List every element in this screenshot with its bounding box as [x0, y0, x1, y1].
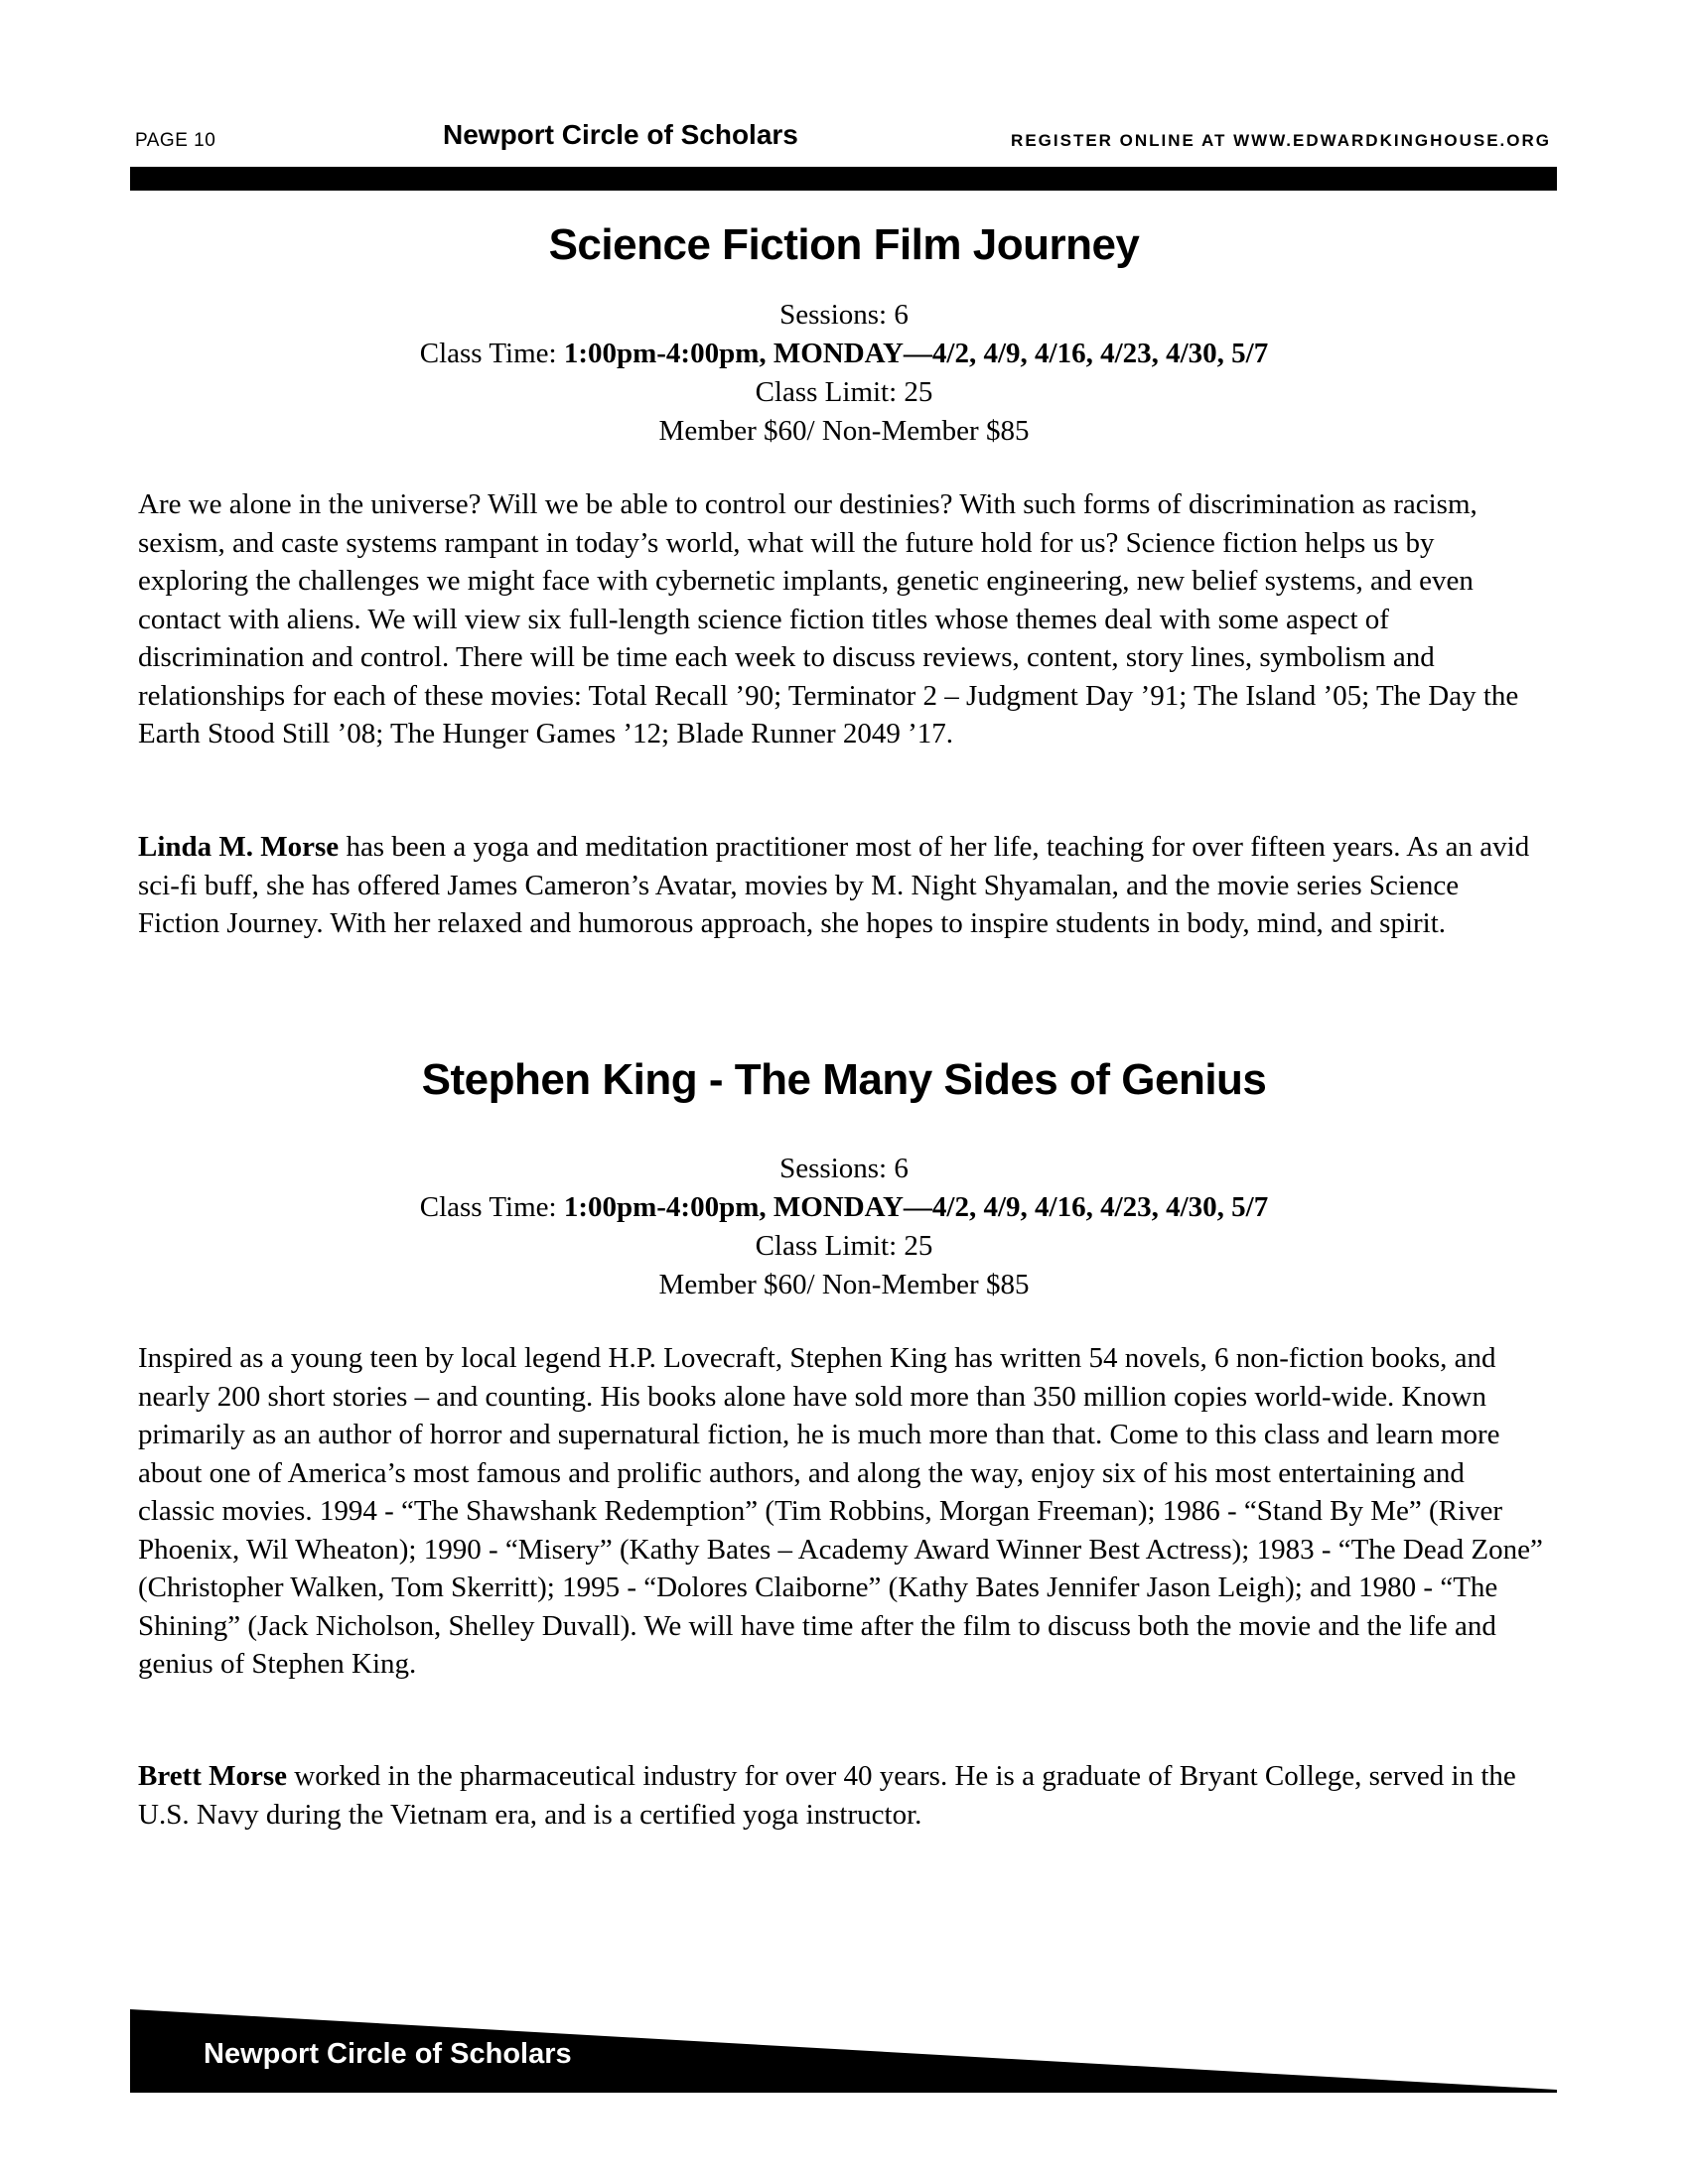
course-title-stephen-king: Stephen King - The Many Sides of Genius	[421, 1055, 1267, 1104]
sessions: Sessions: 6	[779, 1153, 909, 1184]
class-time-label: Class Time:	[419, 338, 564, 369]
description: Are we alone in the universe? Will we be able to control our destinies? With such forms of discrimination as racism, sexism, and caste systems rampant in today’s world, what will the future hold for us? Science fiction helps us by exploring the challenges we might face with cybernetic implants, genetic engineering, new belief systems, and even contact with aliens. We will view six full-length science fiction titles whose themes deal with some aspect of discrimination and control. There will be time each week to discuss reviews, content, story lines, symbolism and relationships for each of these movies: Total Recall ’90; Terminator 2 – Judgment Day ’91; The Island ’05; The Day the Earth Stood Still ’08; The Hunger Games ’12; Blade Runner 2049 ’17.	[138, 488, 1519, 750]
header-title: Newport Circle of Scholars	[443, 119, 798, 150]
footer-title: Newport Circle of Scholars	[204, 2038, 572, 2070]
price: Member $60/ Non-Member $85	[658, 1269, 1030, 1300]
course-title-sci-fi: Science Fiction Film Journey	[548, 220, 1140, 269]
class-time-value: 1:00pm-4:00pm, MONDAY—4/2, 4/9, 4/16, 4/23, 4/30, 5/7	[563, 1191, 1269, 1223]
instructor-bio: has been a yoga and meditation practitioner most of her life, teaching for over fifteen years. As an avid sci-fi buff, she has offered James Cameron’s Avatar, movies by M. Night Shyamalan, and the movie series Science Fiction Journey. With her relaxed and humorous approach, she hopes to inspire students in body, mind, and spirit.	[138, 831, 1530, 939]
instructor-name: Linda M. Morse	[138, 831, 340, 863]
page-number: PAGE 10	[135, 130, 216, 151]
class-time-label: Class Time:	[419, 1191, 564, 1223]
sessions: Sessions: 6	[779, 299, 909, 331]
class-limit: Class Limit: 25	[755, 1230, 933, 1262]
instructor-name: Brett Morse	[138, 1760, 288, 1792]
class-limit: Class Limit: 25	[755, 376, 933, 408]
instructor-bio: worked in the pharmaceutical industry for over 40 years. He is a graduate of Bryant College, served in the U.S. Navy during the Vietnam era, and is a certified yoga instructor.	[138, 1760, 1516, 1831]
register-notice: REGISTER ONLINE AT WWW.EDWARDKINGHOUSE.ORG	[1011, 131, 1551, 150]
class-time-value: 1:00pm-4:00pm, MONDAY—4/2, 4/9, 4/16, 4/23, 4/30, 5/7	[563, 338, 1269, 369]
price: Member $60/ Non-Member $85	[658, 415, 1030, 447]
description: Inspired as a young teen by local legend H.P. Lovecraft, Stephen King has written 54 novels, 6 non-fiction books, and nearly 200 short stories – and counting. His books alone have sold more than 350 million copies world-wide. Known primarily as an author of horror and supernatural fiction, he is much more than that. Come to this class and learn more about one of America’s most famous and prolific authors, and along the way, enjoy six of his most entertaining and classic movies. 1994 - “The Shawshank Redemption” (Tim Robbins, Morgan Freeman); 1986 - “Stand By Me” (River Phoenix, Wil Wheaton); 1990 - “Misery” (Kathy Bates – Academy Award Winner Best Actress); 1983 - “The Dead Zone” (Christopher Walken, Tom Skerritt); 1995 - “Dolores Claiborne” (Kathy Bates Jennifer Jason Leigh); and 1980 - “The Shining” (Jack Nicholson, Shelley Duvall). We will have time after the film to discuss both the movie and the life and genius of Stephen King.	[138, 1342, 1543, 1680]
